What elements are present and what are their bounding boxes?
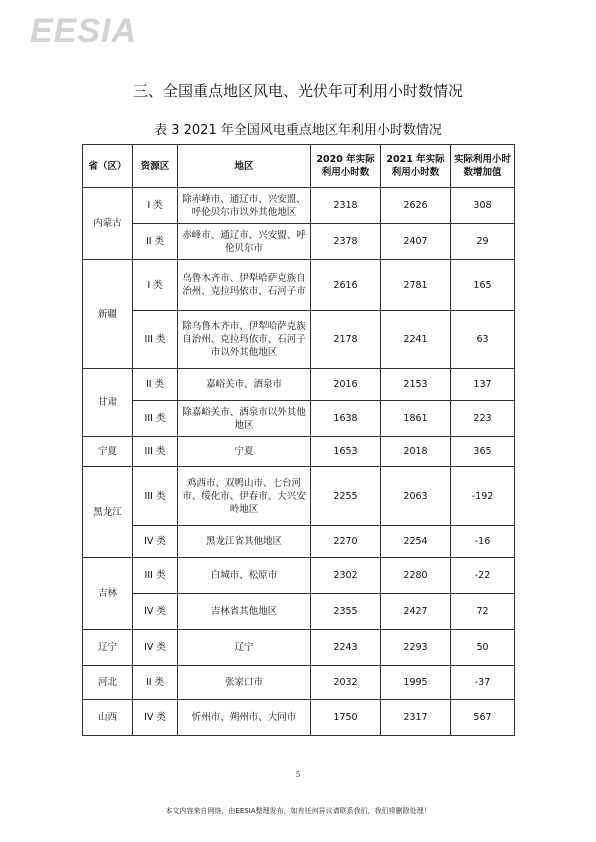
zone-cell: I 类 [133,188,178,224]
table-row [83,260,515,311]
header-area: 地区 [178,145,311,188]
table-row [83,188,515,224]
table-row [83,594,515,630]
hours-2021-cell: 2241 [381,311,451,369]
zone-cell: II 类 [133,369,178,401]
delta-cell: 567 [451,700,515,736]
hours-2020-cell: 1638 [311,401,381,437]
delta-cell: 137 [451,369,515,401]
hours-2021-cell: 2407 [381,224,451,260]
table-row [83,311,515,369]
province-cell: 新疆 [83,260,133,369]
zone-cell: III 类 [133,311,178,369]
table-row [83,700,515,736]
zone-cell: II 类 [133,224,178,260]
area-cell: 乌鲁木齐市、伊犁哈萨克族自治州、克拉玛依市、石河子市 [178,260,311,311]
hours-2021-cell: 2280 [381,558,451,594]
header-hours-2020: 2020 年实际利用小时数 [311,145,381,188]
hours-2021-cell: 2427 [381,594,451,630]
hours-2020-cell: 1750 [311,700,381,736]
table-caption: 表 3 2021 年全国风电重点地区年利用小时数情况 [154,123,442,138]
hours-2020-cell: 1653 [311,437,381,467]
table-row [83,224,515,260]
province-cell: 黑龙江 [83,467,133,558]
delta-cell: -192 [451,467,515,526]
table-row [83,666,515,700]
zone-cell: IV 类 [133,700,178,736]
delta-cell: -22 [451,558,515,594]
delta-cell: 63 [451,311,515,369]
table-row [83,630,515,666]
zone-cell: III 类 [133,437,178,467]
hours-2021-cell: 2293 [381,630,451,666]
delta-cell: 165 [451,260,515,311]
hours-2021-cell: 2153 [381,369,451,401]
area-cell: 除乌鲁木齐市、伊犁哈萨克族自治州、克拉玛依市、石河子市以外其他地区 [178,311,311,369]
footer-note: 本文内容来自网络，由EESIA整理发布，如有任何异议请联系我们，我们将删除处理！ [165,807,431,815]
province-cell: 山西 [83,700,133,736]
zone-cell: III 类 [133,558,178,594]
zone-cell: I 类 [133,260,178,311]
hours-2021-cell: 2018 [381,437,451,467]
area-cell: 除赤峰市、通辽市、兴安盟、呼伦贝尔市以外其他地区 [178,188,311,224]
hours-2021-cell: 1861 [381,401,451,437]
area-cell: 宁夏 [178,437,311,467]
hours-2020-cell: 2243 [311,630,381,666]
area-cell: 赤峰市、通辽市、兴安盟、呼伦贝尔市 [178,224,311,260]
table-row [83,558,515,594]
province-cell: 甘肃 [83,369,133,437]
zone-cell: III 类 [133,401,178,437]
hours-2020-cell: 2302 [311,558,381,594]
header-hours-delta: 实际利用小时数增加值 [451,145,515,188]
header-province: 省（区） [83,145,133,188]
zone-cell: IV 类 [133,630,178,666]
zone-cell: II 类 [133,666,178,700]
zone-cell: III 类 [133,467,178,526]
zone-cell: IV 类 [133,526,178,558]
hours-2021-cell: 2317 [381,700,451,736]
page-number: 5 [296,770,300,779]
province-cell: 吉林 [83,558,133,630]
delta-cell: -16 [451,526,515,558]
delta-cell: 50 [451,630,515,666]
hours-2021-cell: 2626 [381,188,451,224]
hours-2021-cell: 2063 [381,467,451,526]
hours-2021-cell: 2254 [381,526,451,558]
eesia-logo: EESIA [30,12,138,50]
table-row [83,369,515,401]
hours-2020-cell: 2616 [311,260,381,311]
province-cell: 河北 [83,666,133,700]
utilization-hours-table [82,144,515,736]
zone-cell: IV 类 [133,594,178,630]
delta-cell: 29 [451,224,515,260]
section-title: 三、全国重点地区风电、光伏年可利用小时数情况 [132,82,463,100]
area-cell: 吉林省其他地区 [178,594,311,630]
hours-2020-cell: 2318 [311,188,381,224]
table-row [83,467,515,526]
delta-cell: 365 [451,437,515,467]
delta-cell: 223 [451,401,515,437]
table-row [83,437,515,467]
hours-2020-cell: 2016 [311,369,381,401]
province-cell: 内蒙古 [83,188,133,260]
province-cell: 宁夏 [83,437,133,467]
table-header-row [83,145,515,188]
area-cell: 辽宁 [178,630,311,666]
area-cell: 张家口市 [178,666,311,700]
table-row [83,401,515,437]
province-cell: 辽宁 [83,630,133,666]
header-hours-2021: 2021 年实际利用小时数 [381,145,451,188]
area-cell: 白城市、松原市 [178,558,311,594]
area-cell: 忻州市、朔州市、大同市 [178,700,311,736]
area-cell: 黑龙江省其他地区 [178,526,311,558]
delta-cell: 308 [451,188,515,224]
area-cell: 除嘉峪关市、酒泉市以外其他地区 [178,401,311,437]
area-cell: 嘉峪关市、酒泉市 [178,369,311,401]
delta-cell: -37 [451,666,515,700]
hours-2020-cell: 2255 [311,467,381,526]
hours-2021-cell: 2781 [381,260,451,311]
hours-2020-cell: 2378 [311,224,381,260]
hours-2020-cell: 2178 [311,311,381,369]
hours-2020-cell: 2355 [311,594,381,630]
area-cell: 鸡西市、双鸭山市、七台河市、绥化市、伊春市、大兴安岭地区 [178,467,311,526]
header-resource-zone: 资源区 [133,145,178,188]
hours-2020-cell: 2032 [311,666,381,700]
table-row [83,526,515,558]
delta-cell: 72 [451,594,515,630]
hours-2021-cell: 1995 [381,666,451,700]
hours-2020-cell: 2270 [311,526,381,558]
